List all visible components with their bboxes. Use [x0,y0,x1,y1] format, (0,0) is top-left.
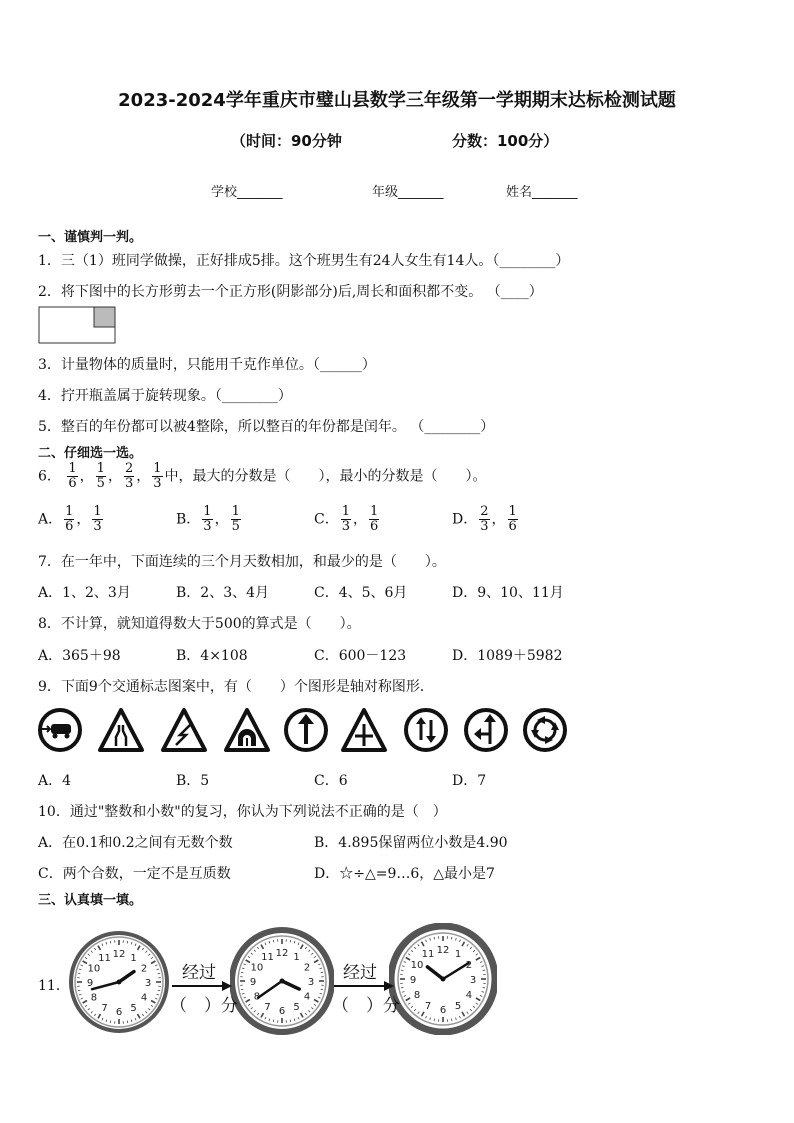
page-title: 2023-2024学年重庆市璧山县数学三年级第一学期期末达标检测试题 [118,90,676,111]
clock-number: 8 [90,992,98,1004]
question-5: 5．整百的年份都可以被4整除，所以整百的年份都是闰年。 （________） [38,419,495,435]
question-7: 7．在一年中，下面连续的三个月天数相加，和最少的是（ ）。 [38,554,446,570]
clock-number: 6 [278,1006,286,1017]
clock-number: 10 [410,960,424,971]
fraction: $\frac{1}{3}$ [153,461,162,491]
curve-sign-icon [163,710,205,750]
tick-mark [110,941,111,943]
tick-mark [451,1019,452,1021]
tick-mark [401,987,403,988]
q7-option-d: D．9、10、11月 [452,585,564,601]
question-10: 10．通过"整数和小数"的复习，你认为下列说法不正确的是（ ） [38,804,447,820]
clock-number: 10 [250,962,264,974]
clock-number: 1 [454,949,462,961]
clock-number: 9 [86,978,94,989]
clock-number: 6 [115,1007,123,1018]
q8-option-d: D．1089＋5982 [452,648,563,664]
q9-option-b: B．5 [176,773,210,789]
two-way-sign-icon [406,710,446,750]
clock-number: 1 [293,951,300,963]
q6-option-b: B． $\frac{1}{3}$ ， $\frac{1}{5}$ [176,504,240,534]
tick-mark [290,940,291,942]
tick-mark [401,970,403,971]
fraction: $\frac{1}{5}$ [96,461,105,491]
question-6: 6． $\frac{1}{6}$ ， $\frac{1}{5}$ ， $\frac{2}{3}$ ， $\frac{1}{3}$ 中，最大的分数是（ ），最小的分数是（ ）。 [38,461,487,491]
q6-option-d: D． $\frac{2}{3}$ ， $\frac{1}{6}$ [452,504,517,534]
clock-number: 7 [264,1002,271,1014]
clock-number: 4 [140,992,148,1004]
rectangle-figure [38,306,118,346]
clock-2 [230,925,334,1037]
clock-number: 12 [436,945,450,956]
question-6-text: 中，最大的分数是（ ），最小的分数是（ ）。 [164,468,487,485]
q9-option-c: C．6 [314,773,348,789]
question-2: 2．将下图中的长方形剪去一个正方形(阴影部分)后,周长和面积都不变。 （____） [38,284,543,300]
tick-mark [321,989,323,990]
tick-mark [241,972,243,973]
tick-mark [321,972,323,973]
clock-number: 10 [87,963,101,975]
tick-mark [241,989,243,990]
clock-number: 5 [454,1000,462,1012]
clock-number: 1 [130,952,137,964]
name-field: 姓名_______ [506,185,578,200]
fraction: $\frac{2}{3}$ [124,461,134,491]
straight-ahead-sign-icon [286,710,326,750]
q6-option-a: A． $\frac{1}{6}$ ， $\frac{1}{3}$ [38,504,102,534]
clock-number: 8 [253,991,261,1003]
shaded-square [94,307,115,327]
tick-mark [451,937,452,939]
q9-option-d: D．7 [452,773,487,789]
tick-mark [78,973,80,974]
clock-number: 8 [413,990,421,1001]
q10-option-a: A．在0.1和0.2之间有无数个数 [38,835,233,851]
clock-number: 9 [249,977,257,988]
clock-1 [69,927,169,1037]
question-9: 9．下面9个交通标志图案中，有（ ）个图形是轴对称图形． [38,679,434,695]
tick-mark [158,990,160,991]
clock-number: 6 [439,1005,447,1016]
tick-mark [434,937,435,939]
school-field: 学校_______ [211,185,283,200]
straight-or-left-sign-icon [466,710,506,750]
clock-number: 3 [144,978,152,989]
question-8: 8．不计算，就知道得数大于500的算式是（ ）。 [38,616,361,632]
clock-number: 2 [465,960,473,971]
exam-score: 分数：100分） [452,132,559,150]
question-4: 4．拧开瓶盖属于旋转现象。（________） [38,388,292,404]
clock-number: 5 [293,1002,300,1014]
q10-option-d: D．☆÷△=9…6，△最小是7 [314,866,495,882]
clock-number: 5 [130,1003,137,1015]
crossroad-sign-icon [343,710,385,750]
fraction: $\frac{1}{6}$ [68,461,77,491]
section-2-heading: 二、仔细选一选。 [38,446,143,461]
clock-center [117,980,122,985]
tunnel-sign-icon [226,710,268,750]
question-6-number: 6． [38,468,61,485]
clock-number: 11 [261,951,274,963]
arrow-2-blank: （ ）分 [332,996,400,1016]
tick-mark [273,940,274,942]
tick-mark [110,1021,111,1023]
q10-option-b: B．4.895保留两位小数是4.90 [314,835,508,851]
clock-number: 4 [303,991,311,1003]
section-3-heading: 三、认真填一填。 [38,893,143,908]
car-sign-icon [40,710,80,750]
clock-center [441,977,446,982]
grade-field: 年级_______ [372,185,444,200]
clock-number: 7 [424,1000,432,1012]
clock-number: 12 [112,949,126,960]
tick-mark [483,970,485,971]
road-narrows-sign-icon [100,710,142,750]
clock-number: 11 [421,949,435,961]
tick-mark [158,973,160,974]
clock-number: 7 [101,1003,108,1015]
q6-option-c: C． $\frac{1}{3}$ ， $\frac{1}{6}$ [314,504,379,534]
clock-number: 2 [303,962,311,974]
clock-number: 4 [465,990,473,1001]
clock-number: 3 [307,977,315,988]
question-3: 3．计量物体的质量时，只能用千克作单位。（______） [38,357,376,373]
exam-time: （时间：90分钟 [231,132,342,150]
tick-mark [127,1021,128,1023]
q7-option-c: C．4、5、6月 [314,585,408,601]
q7-option-b: B．2、3、4月 [176,585,270,601]
clock-number: 3 [469,975,477,986]
tick-mark [78,990,80,991]
section-1-heading: 一、谨慎判一判。 [38,230,143,245]
q10-option-c: C．两个合数，一定不是互质数 [38,866,231,882]
clock-number: 11 [98,952,111,964]
q8-option-b: B．4×108 [176,648,248,664]
tick-mark [434,1019,435,1021]
clock-number: 9 [409,975,417,986]
q8-option-c: C．600－123 [314,648,407,664]
arrow-2-text: 经过 [343,963,377,983]
q7-option-a: A．1、2、3月 [38,585,131,601]
clock-number: 12 [275,948,289,959]
tick-mark [273,1020,274,1022]
tick-mark [127,941,128,943]
traffic-signs [36,708,576,754]
q8-option-a: A．365＋98 [38,648,121,664]
tick-mark [290,1020,291,1022]
clock-number: 2 [140,963,148,975]
clock-3 [389,923,497,1035]
clock-center [280,979,285,984]
q9-option-a: A．4 [38,773,72,789]
tick-mark [483,987,485,988]
arrow-1-blank: （ ）分 [170,996,238,1016]
roundabout-sign-icon [525,710,565,750]
arrow-1-text: 经过 [182,963,216,983]
question-1: 1．三（1）班同学做操，正好排成5排。这个班男生有24人女生有14人。（________） [38,253,570,269]
question-11-label: 11． [38,978,70,994]
